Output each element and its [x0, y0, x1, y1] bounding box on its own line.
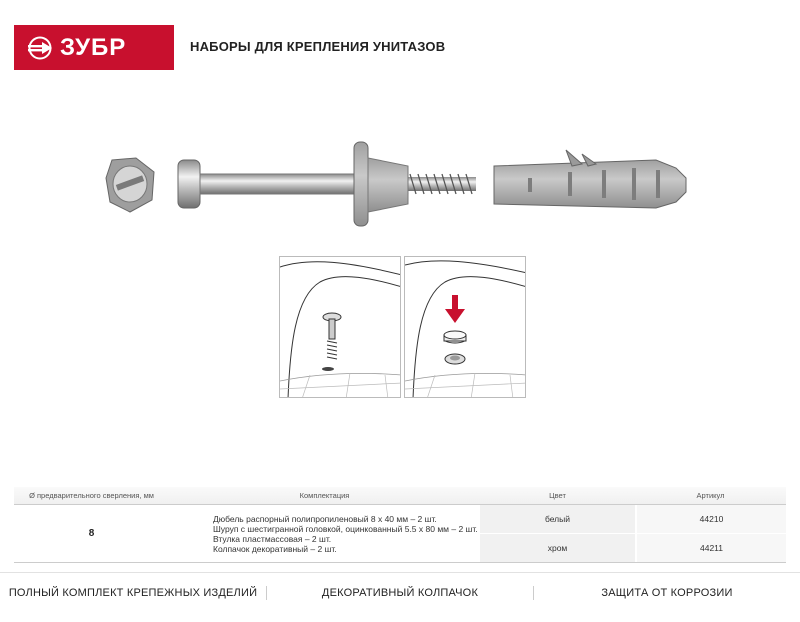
variant-article: 44211 — [635, 534, 786, 562]
feature-decorative-cap: ДЕКОРАТИВНЫЙ КОЛПАЧОК — [321, 586, 479, 599]
variants — [480, 505, 786, 562]
plastic-bushing — [354, 142, 408, 226]
variant-article: 44210 — [635, 505, 786, 533]
brand-name: ЗУБР — [60, 33, 127, 61]
page-title: НАБОРЫ ДЛЯ КРЕПЛЕНИЯ УНИТАЗОВ — [190, 39, 446, 54]
header-article: Артикул — [696, 491, 725, 500]
header-drill-diameter: Ø предварительного сверления, мм — [29, 491, 154, 500]
decorative-cap — [106, 158, 154, 212]
variant-row — [480, 533, 786, 562]
contents-line: Шуруп с шестигранной головкой, оцинкованный 5.5 х 80 мм – 2 шт. — [213, 523, 478, 534]
spec-table — [14, 487, 786, 563]
brand-logo — [14, 25, 174, 70]
feature-full-kit: ПОЛНЫЙ КОМПЛЕКТ КРЕПЕЖНЫХ ИЗДЕЛИЙ — [8, 586, 258, 599]
kit-contents — [169, 505, 480, 562]
features-bar — [0, 572, 800, 612]
dowel — [494, 150, 686, 208]
installation-step-1 — [279, 256, 401, 398]
drill-diameter-value: 8 — [88, 528, 95, 539]
table-row — [14, 505, 786, 563]
header-color: Цвет — [549, 491, 566, 500]
variant-color: белый — [480, 505, 635, 533]
product-image — [96, 130, 706, 230]
contents-line: Колпачок декоративный – 2 шт. — [213, 543, 337, 554]
zubr-logo-icon — [26, 36, 54, 60]
feature-corrosion-protection: ЗАЩИТА ОТ КОРРОЗИИ — [601, 586, 733, 599]
variant-row — [480, 505, 786, 533]
down-arrow-icon — [445, 295, 465, 323]
variant-color: хром — [480, 534, 635, 562]
contents-line: Дюбель распорный полипропиленовый 8 х 40 мм – 2 шт. — [213, 513, 437, 524]
table-header — [14, 487, 786, 505]
header-contents: Комплектация — [299, 491, 350, 500]
screw — [178, 160, 476, 208]
contents-line: Втулка пластмассовая – 2 шт. — [213, 533, 332, 544]
installation-step-2 — [404, 256, 526, 398]
